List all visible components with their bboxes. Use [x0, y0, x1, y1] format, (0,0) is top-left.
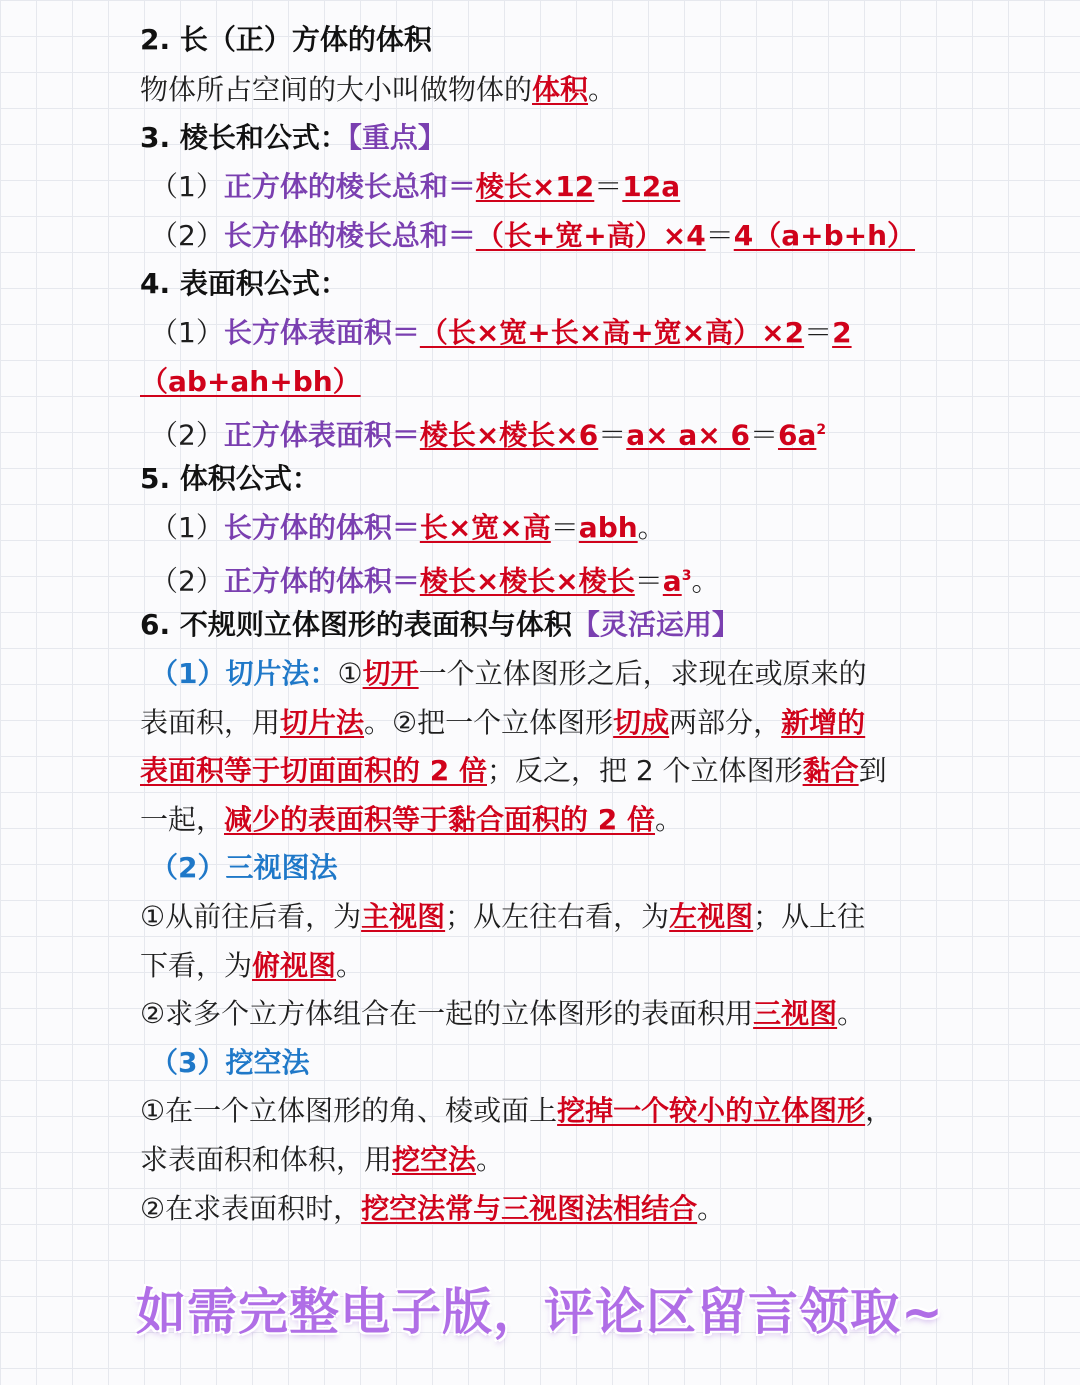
section-4-title: 4. 表面积公式：	[140, 267, 348, 300]
slicing-method-line-4: 一起，减少的表面积等于黏合面积的 2 倍。	[140, 803, 684, 836]
slicing-method-line-1: （1）切片法：①切开一个立体图形之后，求现在或原来的	[150, 657, 867, 690]
cuboid-edge-sum-formula: （2）长方体的棱长总和＝（长+宽+高）×4＝4（a+b+h）	[150, 219, 916, 252]
cuboid-surface-area-formula-cont: （ab+ah+bh）	[140, 365, 361, 398]
three-view-method-line-3: ②求多个立方体组合在一起的立体图形的表面积用三视图。	[140, 997, 866, 1030]
volume-term: 体积	[532, 73, 589, 106]
slicing-method-line-3: 表面积等于切面面积的 2 倍；反之，把 2 个立体图形黏合到	[140, 754, 887, 787]
footer-banner: 如需完整电子版，评论区留言领取~	[136, 1283, 944, 1341]
cube-volume-formula: （2）正方体的体积＝棱长×棱长×棱长$=a^3$。	[150, 564, 720, 598]
flexible-use-tag: 【灵活运用】	[571, 608, 740, 641]
three-view-method-line-2: 下看，为俯视图。	[140, 949, 365, 982]
section-2-definition: 物体所占空间的大小叫做物体的体积。	[140, 73, 617, 106]
slicing-method-heading: （1）切片法：	[150, 657, 338, 690]
three-view-method-heading: （2）三视图法	[150, 851, 338, 884]
cuboid-volume-formula: （1）长方体的体积＝长×宽×高＝abh。	[150, 511, 666, 544]
section-3-title: 3. 棱长和公式：【重点】	[140, 121, 446, 154]
hollowing-method-line-2: 求表面积和体积，用挖空法。	[140, 1143, 505, 1176]
section-2-title: 2. 长（正）方体的体积	[140, 23, 432, 56]
cube-edge-sum-formula: （1）正方体的棱长总和＝棱长×12＝12a	[150, 170, 681, 203]
slicing-method-line-2: 表面积，用切片法。②把一个立体图形切成两部分，新增的	[140, 706, 866, 739]
hollowing-method-heading: （3）挖空法	[150, 1046, 310, 1079]
section-5-title: 5. 体积公式：	[140, 462, 320, 495]
three-view-method-line-1: ①从前往后看，为主视图；从左往右看，为左视图；从上往	[140, 900, 866, 933]
key-point-tag: 【重点】	[347, 121, 446, 154]
cube-surface-area-formula: （2）正方体表面积＝棱长×棱长$\times 6=a\times a\times 6=6a^2$	[150, 418, 827, 452]
cuboid-surface-area-formula: （1）长方体表面积＝（长×宽+长×高+宽×高）×2＝2	[150, 316, 852, 349]
hollowing-method-line-1: ①在一个立体图形的角、棱或面上挖掉一个较小的立体图形，	[140, 1094, 894, 1127]
hollowing-method-line-3: ②在求表面积时，挖空法常与三视图法相结合。	[140, 1192, 726, 1225]
section-6-title: 6. 不规则立体图形的表面积与体积【灵活运用】	[140, 608, 740, 641]
